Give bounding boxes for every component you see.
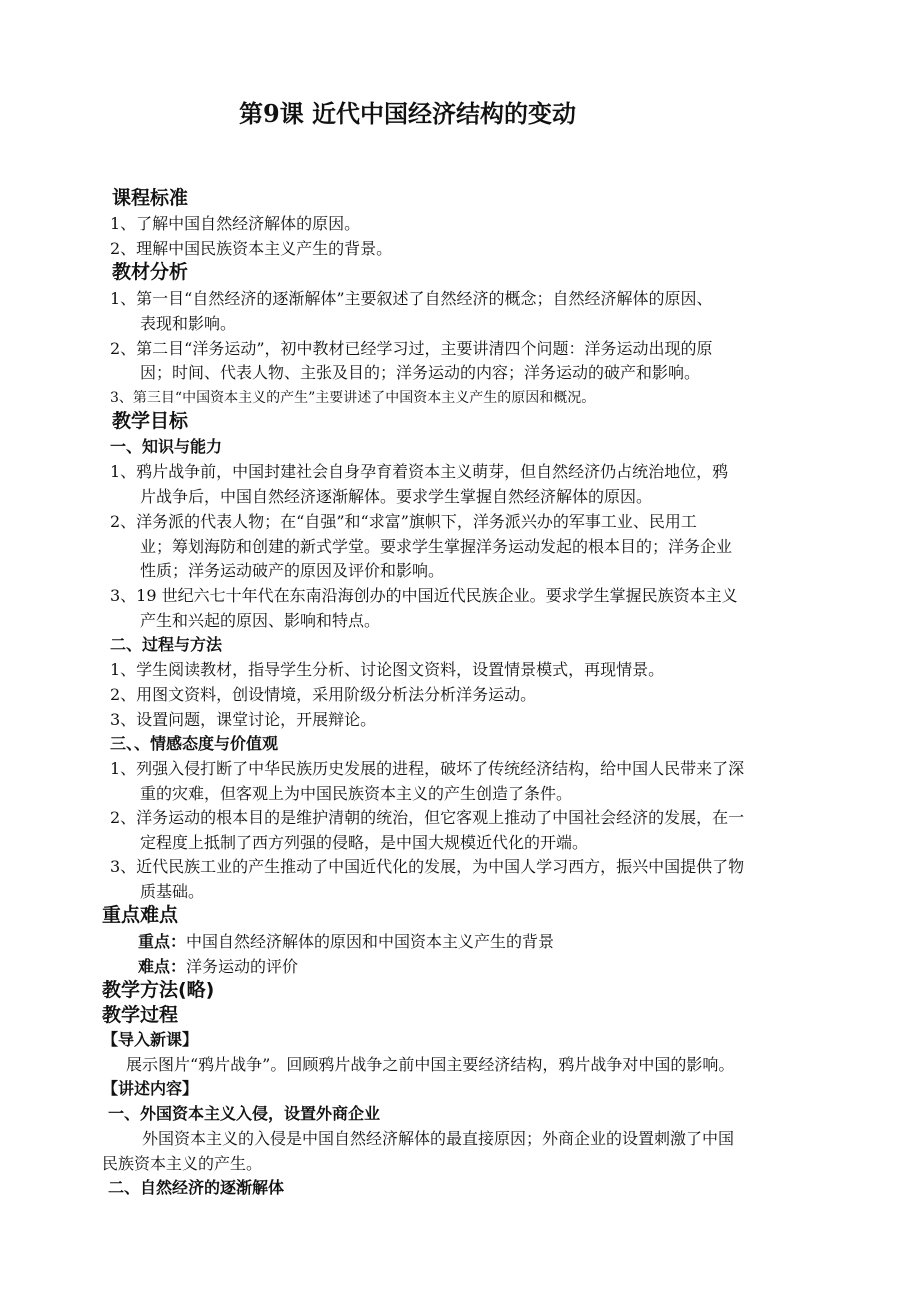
heading-teaching-objectives: 教学目标 (112, 410, 189, 432)
standard-item-1: 1、了解中国自然经济解体的原因。 (110, 214, 361, 233)
standard-item-2: 2、理解中国民族资本主义产生的背景。 (110, 239, 393, 258)
analysis-item-1-line-1: 1、第一目“自然经济的逐渐解体”主要叙述了自然经济的概念；自然经济解体的原因、 (110, 289, 713, 308)
heading-key-difficult-points: 重点难点 (102, 904, 179, 926)
analysis-item-2-line-2: 因；时间、代表人物、主张及目的；洋务运动的内容；洋务运动的破产和影响。 (140, 363, 701, 382)
subheading-emotion-values: 三、、情感态度与价值观 (110, 734, 279, 753)
difficult-point-label: 难点： (138, 957, 187, 976)
process-item-3: 3、设置问题，课堂讨论，开展辩论。 (110, 710, 377, 729)
heading-teaching-methods: 教学方法(略) (102, 979, 215, 1001)
analysis-item-2-line-1: 2、第二目“洋务运动”，初中教材已经学习过，主要讲清四个问题：洋务运动出现的原 (110, 339, 713, 358)
analysis-item-1-line-2: 表现和影响。 (140, 314, 237, 333)
knowledge-item-2-line-3: 性质；洋务运动破产的原因及评价和影响。 (140, 561, 445, 580)
emotion-item-3-line-1: 3、近代民族工业的产生推动了中国近代化的发展，为中国人学习西方，振兴中国提供了物 (110, 857, 745, 876)
label-introduction: 【导入新课】 (102, 1030, 199, 1049)
process-item-1: 1、学生阅读教材，指导学生分析、讨论图文资料，设置情景模式，再现情景。 (110, 660, 665, 679)
content-heading-2: 二、自然经济的逐渐解体 (108, 1178, 285, 1197)
knowledge-item-1-line-2: 片战争后，中国自然经济逐渐解体。要求学生掌握自然经济解体的原因。 (140, 487, 653, 506)
emotion-item-2-line-2: 定程度上抵制了西方列强的侵略，是中国大规模近代化的开端。 (140, 833, 589, 852)
emotion-item-1-line-1: 1、列强入侵打断了中华民族历史发展的进程，破坏了传统经济结构，给中国人民带来了深 (110, 759, 745, 778)
knowledge-item-1-line-1: 1、鸦片战争前，中国封建社会自身孕育着资本主义萌芽，但自然经济仍占统治地位，鸦 (110, 462, 729, 481)
key-point-text: 中国自然经济解体的原因和中国资本主义产生的背景 (186, 932, 555, 951)
knowledge-item-3-line-1: 3、19 世纪六七十年代在东南沿海创办的中国近代民族企业。要求学生掌握民族资本主义 (110, 586, 738, 605)
heading-teaching-process: 教学过程 (102, 1004, 179, 1026)
difficult-point (138, 956, 298, 978)
content-1-line-1: 外国资本主义的入侵是中国自然经济解体的最直接原因；外商企业的设置刺激了中国 (142, 1129, 735, 1148)
process-item-2: 2、用图文资料，创设情境，采用阶级分析法分析洋务运动。 (110, 685, 537, 704)
knowledge-item-3-line-2: 产生和兴起的原因、影响和特点。 (140, 611, 381, 630)
key-point (138, 931, 554, 953)
heading-curriculum-standards: 课程标准 (112, 187, 189, 209)
content-1-line-2: 民族资本主义的产生。 (102, 1154, 263, 1173)
key-point-label: 重点： (138, 932, 187, 951)
introduction-text: 展示图片“鸦片战争”。回顾鸦片战争之前中国主要经济结构，鸦片战争对中国的影响。 (126, 1055, 735, 1074)
analysis-item-3: 3、第三目“中国资本主义的产生”主要讲述了中国资本主义产生的原因和概况。 (110, 390, 596, 406)
lesson-title: 第9课 近代中国经济结构的变动 (239, 99, 577, 128)
knowledge-item-2-line-1: 2、洋务派的代表人物；在“自强”和“求富”旗帜下，洋务派兴办的军事工业、民用工 (110, 512, 697, 531)
content-heading-1: 一、外国资本主义入侵，设置外商企业 (108, 1104, 381, 1123)
emotion-item-2-line-1: 2、洋务运动的根本目的是维护清朝的统治，但它客观上推动了中国社会经济的发展，在一 (110, 808, 745, 827)
knowledge-item-2-line-2: 业；筹划海防和创建的新式学堂。要求学生掌握洋务运动发起的根本目的；洋务企业 (140, 537, 733, 556)
subheading-knowledge-ability: 一、知识与能力 (110, 437, 223, 456)
heading-textbook-analysis: 教材分析 (112, 261, 189, 283)
emotion-item-1-line-2: 重的灾难，但客观上为中国民族资本主义的产生创造了条件。 (140, 784, 573, 803)
subheading-process-method: 二、过程与方法 (110, 635, 223, 654)
difficult-point-text: 洋务运动的评价 (186, 957, 299, 976)
label-lecture-content: 【讲述内容】 (102, 1079, 199, 1098)
emotion-item-3-line-2: 质基础。 (140, 882, 205, 901)
